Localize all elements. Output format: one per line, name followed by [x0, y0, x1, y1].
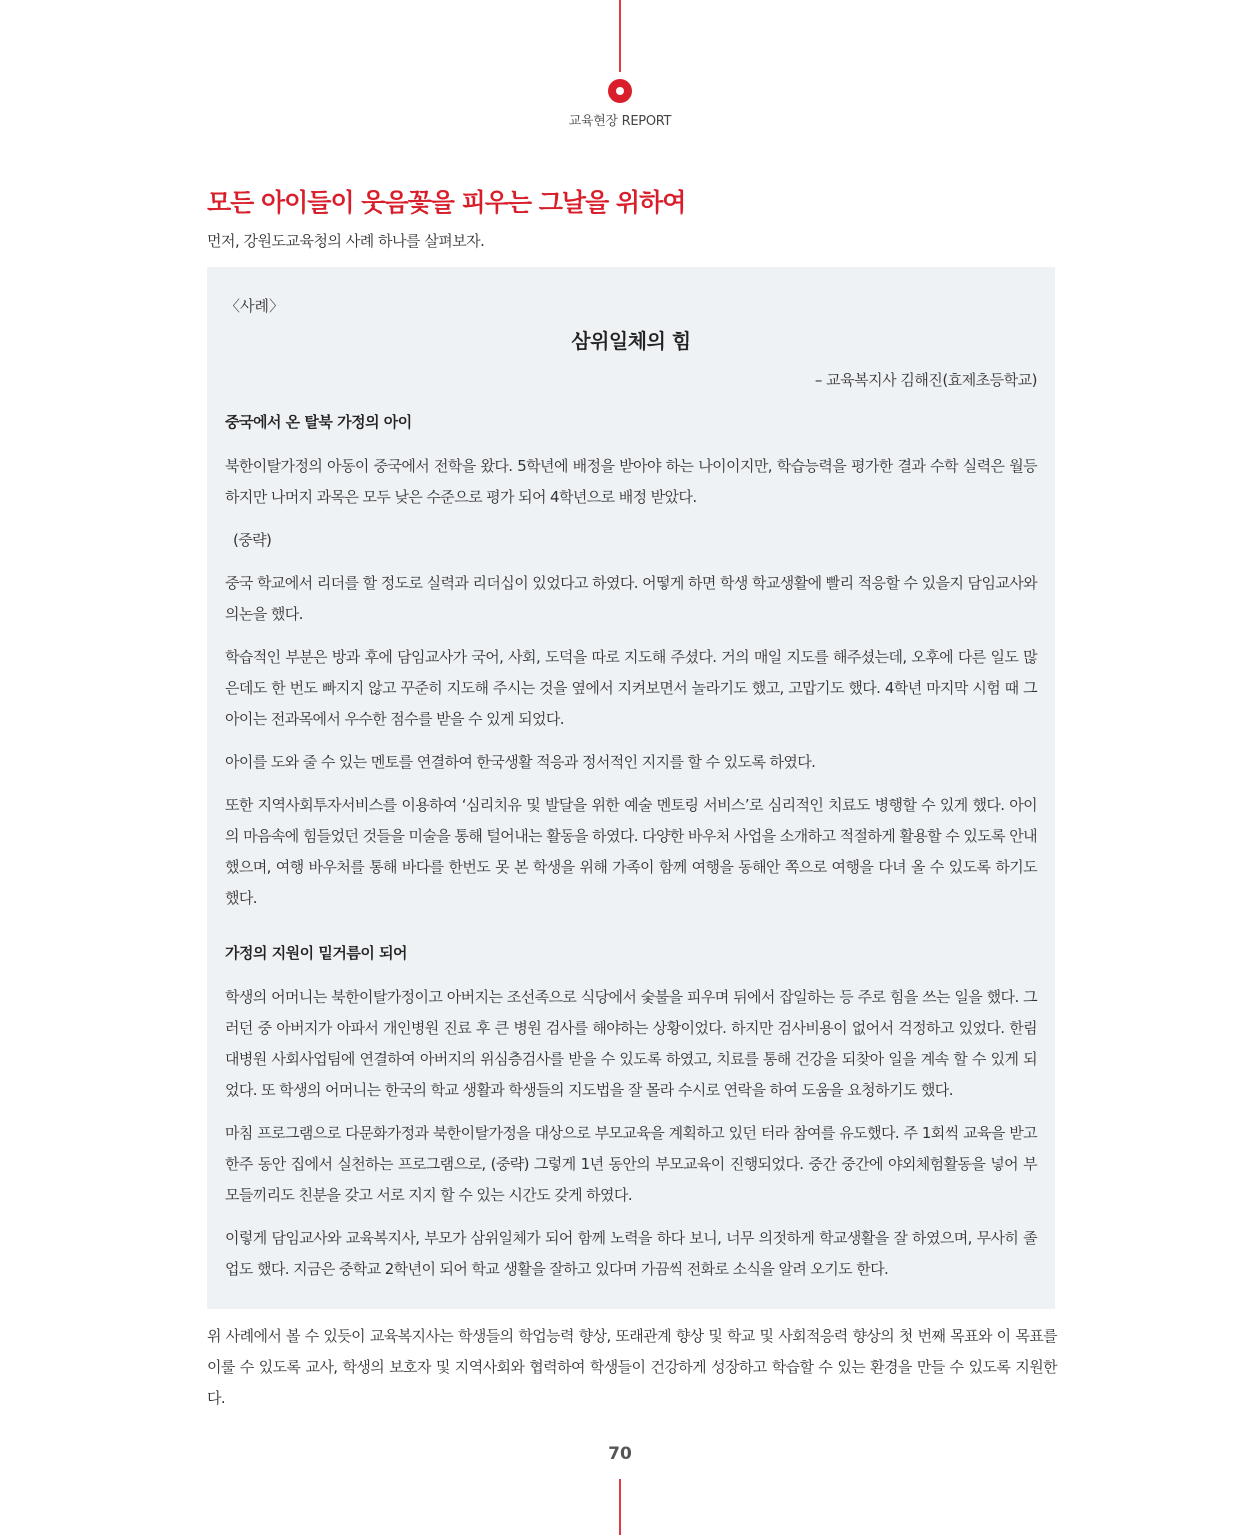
case-tag: 〈사례〉 — [225, 297, 284, 315]
case-paragraph: 학습적인 부분은 방과 후에 담임교사가 국어, 사회, 도덕을 따로 지도해 주셨다. 거의 매일 지도를 해주셨는데, 오후에 다른 일도 많은데도 한 번도 빠지지 않고 꾸준히 지도해 주시는 것을 옆에서 지켜보면서 놀라기도 했고, 고맙기도 했다. 4학년 마지막 시험 때 그 아이는 전과목에서 우수한 점수를 받을 수 있게 되었다. — [225, 648, 1037, 728]
case-paragraph: 또한 지역사회투자서비스를 이용하여 ‘심리치유 및 발달을 위한 예술 멘토링 서비스’로 심리적인 치료도 병행할 수 있게 했다. 아이의 마음속에 힘들었던 것들을 미술을 통해 털어내는 활동을 하였다. 다양한 바우처 사업을 소개하고 적절하게 활용할 수 있도록 안내했으며, 여행 바우처를 통해 바다를 한번도 못 본 학생을 위해 가족이 함께 여행을 동해안 쪽으로 여행을 다녀 올 수 있도록 하기도 했다. — [225, 796, 1037, 907]
section-label: 교육현장 REPORT — [568, 114, 672, 129]
top-divider-line — [619, 0, 621, 72]
case-author: – 교육복지사 김해진(효제초등학교) — [814, 371, 1037, 389]
case-paragraph: 아이를 도와 줄 수 있는 멘토를 연결하여 한국생활 적응과 정서적인 지지를 할 수 있도록 하였다. — [225, 753, 816, 771]
article-headline: 모든 아이들이 웃음꽃을 피우는 그날을 위하여 — [207, 188, 686, 217]
case-paragraph: 중국 학교에서 리더를 할 정도로 실력과 리더십이 있었다고 하였다. 어떻게 하면 학생 학교생활에 빨리 적응할 수 있을지 담임교사와 의논을 했다. — [225, 574, 1037, 623]
case-paragraph: 학생의 어머니는 북한이탈가정이고 아버지는 조선족으로 식당에서 숯불을 피우며 뒤에서 잡일하는 등 주로 힘을 쓰는 일을 했다. 그러던 중 아버지가 아파서 개인병원 진료 후 큰 병원 검사를 해야하는 상황이었다. 하지만 검사비용이 없어서 걱정하고 있었다. 한림대병원 사회사업팀에 연결하여 아버지의 위심층검사를 받을 수 있도록 하였고, 치료를 통해 건강을 되찾아 일을 계속 할 수 있게 되었다. 또 학생의 어머니는 한국의 학교 생활과 학생들의 지도법을 잘 몰라 수시로 연락을 하여 도움을 요청하기도 했다. — [225, 988, 1037, 1099]
case-section-heading: 중국에서 온 탈북 가정의 아이 — [225, 413, 412, 431]
closing-paragraph: 위 사례에서 볼 수 있듯이 교육복지사는 학생들의 학업능력 향상, 또래관계 향상 및 학교 및 사회적응력 향상의 첫 번째 목표와 이 목표를 이룰 수 있도록 교사, 학생의 보호자 및 지역사회와 협력하여 학생들이 건강하게 성장하고 학습할 수 있는 환경을 만들 수 있도록 지원한다. — [207, 1327, 1057, 1407]
page-number: 70 — [608, 1444, 632, 1464]
case-paragraph: 마침 프로그램으로 다문화가정과 북한이탈가정을 대상으로 부모교육을 계획하고 있던 터라 참여를 유도했다. 주 1회씩 교육을 받고 한주 동안 집에서 실천하는 프로그램으로, (중략) 그렇게 1년 동안의 부모교육이 진행되었다. 중간 중간에 야외체험활동을 넣어 부모들끼리도 친분을 갖고 서로 지지 할 수 있는 시간도 갖게 하였다. — [225, 1124, 1037, 1204]
case-section-heading: 가정의 지원이 밑거름이 되어 — [225, 944, 408, 962]
section-bullet-icon — [608, 79, 632, 103]
case-study-box — [207, 267, 1055, 1309]
case-paragraph-omission: (중략) — [233, 531, 272, 549]
case-paragraph: 이렇게 담임교사와 교육복지사, 부모가 삼위일체가 되어 함께 노력을 하다 보니, 너무 의젓하게 학교생활을 잘 하였으며, 무사히 졸업도 했다. 지금은 중학교 2학년이 되어 학교 생활을 잘하고 있다며 가끔씩 전화로 소식을 알려 오기도 한다. — [225, 1229, 1037, 1278]
case-paragraph: 북한이탈가정의 아동이 중국에서 전학을 왔다. 5학년에 배정을 받아야 하는 나이이지만, 학습능력을 평가한 결과 수학 실력은 월등하지만 나머지 과목은 모두 낮은 수준으로 평가 되어 4학년으로 배정 받았다. — [225, 457, 1037, 506]
case-title: 삼위일체의 힘 — [571, 329, 691, 353]
bottom-divider-line — [619, 1479, 621, 1535]
article-intro: 먼저, 강원도교육청의 사례 하나를 살펴보자. — [207, 232, 485, 250]
case-body — [225, 407, 1037, 1297]
